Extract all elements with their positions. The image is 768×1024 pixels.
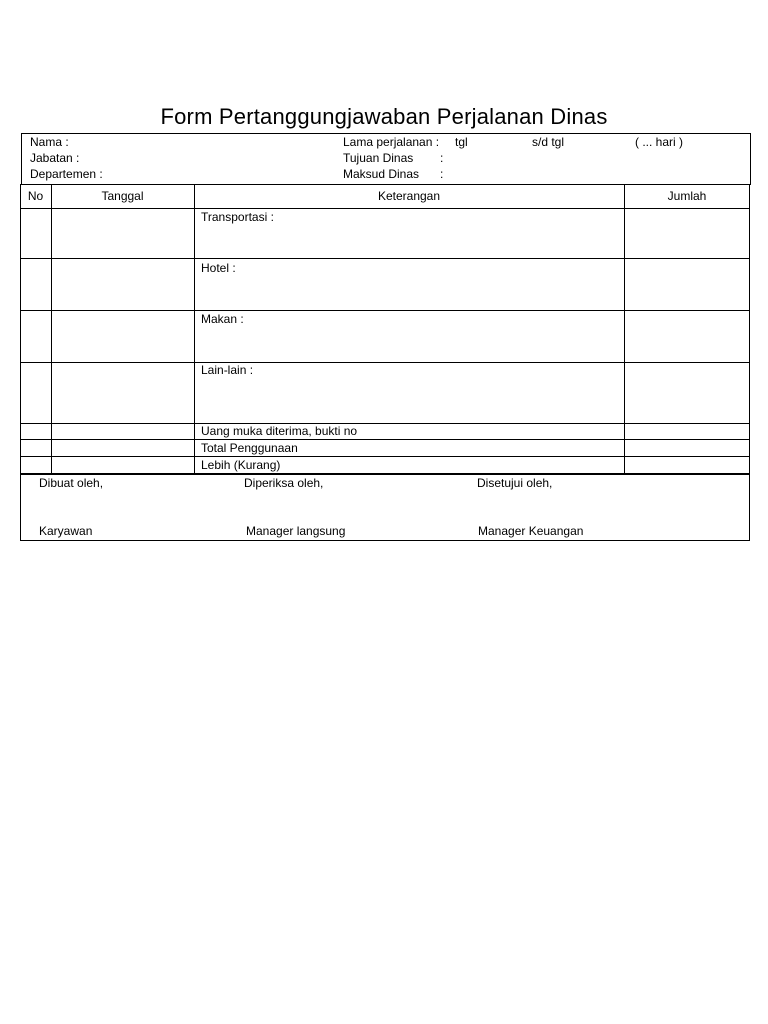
- tujuan-dinas-colon: :: [440, 151, 444, 165]
- column-divider: [51, 184, 52, 474]
- header-no: No: [27, 189, 44, 203]
- row-uang-muka: Uang muka diterima, bukti no: [201, 424, 358, 438]
- row-divider: [20, 439, 750, 440]
- sd-tgl-label: s/d tgl: [532, 135, 565, 149]
- karyawan-label: Karyawan: [39, 524, 93, 538]
- row-divider: [20, 310, 750, 311]
- tujuan-dinas-label: Tujuan Dinas: [343, 151, 414, 165]
- row-hotel: Hotel :: [201, 261, 236, 275]
- maksud-dinas-label: Maksud Dinas: [343, 167, 420, 181]
- expense-table: [20, 184, 750, 475]
- row-divider: [20, 456, 750, 457]
- manager-keuangan-label: Manager Keuangan: [478, 524, 584, 538]
- column-divider: [194, 184, 195, 474]
- header-keterangan: Keterangan: [377, 189, 441, 203]
- disetujui-oleh-label: Disetujui oleh,: [477, 476, 553, 490]
- row-divider: [20, 258, 750, 259]
- dibuat-oleh-label: Dibuat oleh,: [39, 476, 104, 490]
- manager-langsung-label: Manager langsung: [246, 524, 346, 538]
- header-tanggal: Tanggal: [101, 189, 144, 203]
- departemen-label: Departemen :: [30, 167, 103, 181]
- row-lain-lain: Lain-lain :: [201, 363, 254, 377]
- jabatan-label: Jabatan :: [30, 151, 80, 165]
- tgl-label: tgl: [455, 135, 468, 149]
- diperiksa-oleh-label: Diperiksa oleh,: [244, 476, 324, 490]
- row-lebih-kurang: Lebih (Kurang): [201, 458, 281, 472]
- nama-label: Nama :: [30, 135, 69, 149]
- row-divider: [20, 362, 750, 363]
- signature-box: [20, 474, 750, 541]
- row-makan: Makan :: [201, 312, 244, 326]
- row-transportasi: Transportasi :: [201, 210, 274, 224]
- maksud-dinas-colon: :: [440, 167, 444, 181]
- header-jumlah: Jumlah: [667, 189, 707, 203]
- hari-label: ( ... hari ): [635, 135, 684, 149]
- row-divider: [20, 423, 750, 424]
- row-total-penggunaan: Total Penggunaan: [201, 441, 298, 455]
- form-title: Form Pertanggungjawaban Perjalanan Dinas: [160, 104, 608, 129]
- column-divider: [624, 184, 625, 474]
- lama-perjalanan-label: Lama perjalanan :: [343, 135, 440, 149]
- row-divider: [20, 208, 750, 209]
